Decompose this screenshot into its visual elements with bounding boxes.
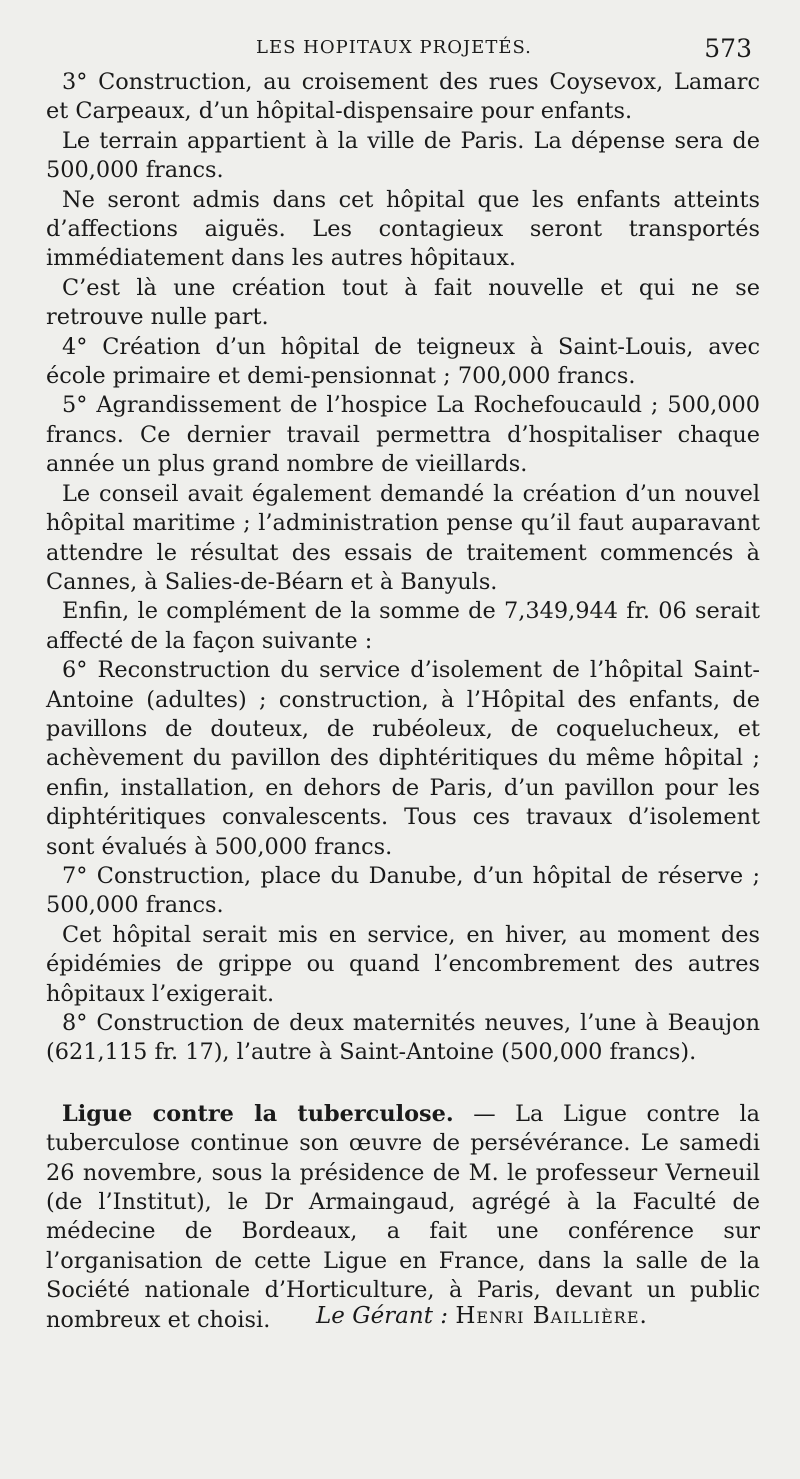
running-title: LES HOPITAUX PROJETÉS.: [256, 37, 532, 58]
paragraph-ligue-tuberculose: [46, 1100, 760, 1335]
paragraph-complement: Enfin, le complément de la somme de 7,349,944 fr. 06 serait affecté de la façon suivante :: [46, 598, 760, 654]
paragraph-terrain: Le terrain appartient à la ville de Paris. La dépense sera de 500,000 francs.: [46, 127, 760, 184]
page-header: [0, 34, 800, 64]
section-gap: [46, 1068, 760, 1100]
page-number: 573: [704, 34, 752, 63]
paragraph-4-teigneux: 4° Création d’un hôpital de teigneux à Saint-Louis, avec école primaire et demi-pensionnat ; 700,000 francs.: [46, 333, 760, 390]
signature-name: Henri Baillière.: [455, 1303, 648, 1329]
page-body: [46, 68, 760, 1335]
signature: [316, 1303, 648, 1329]
paragraph-nouvelle-creation: C’est là une création tout à fait nouvelle et qui ne se retrouve nulle part.: [46, 274, 760, 331]
signature-role: Le Gérant :: [316, 1303, 449, 1329]
paragraph-7-danube: 7° Construction, place du Danube, d’un hôpital de réserve ; 500,000 francs.: [46, 862, 760, 919]
paragraph-3-construction: 3° Construction, au croisement des rues Coysevox, Lamarc et Carpeaux, d’un hôpital-dispensaire pour enfants.: [46, 69, 760, 125]
paragraph-reserve: Cet hôpital serait mis en service, en hiver, au moment des épidémies de grippe ou quand l’encombrement des autres hôpitaux l’exigerait.: [46, 921, 760, 1007]
paragraph-8-maternites: 8° Construction de deux maternités neuves, l’une à Beaujon (621,115 fr. 17), l’autre à Saint-Antoine (500,000 francs).: [46, 1010, 760, 1066]
section-heading: Ligue contre la tuberculose.: [62, 1100, 454, 1127]
section-text: — La Ligue contre la tuberculose continue son œuvre de persévérance. Le samedi 26 novembre, sous la présidence de M. le professeur Verneuil (de l’Institut), le Dr Armaingaud, agrégé à la Faculté de médecine de Bordeaux, a fait une conférence sur l’organisation de cette Ligue en France, dans la salle de la Société nationale d’Horticulture, à Paris, devant un public nombreux et choisi.: [46, 1100, 760, 1333]
paragraph-hopital-maritime: Le conseil avait également demandé la création d’un nouvel hôpital maritime ; l’administration pense qu’il faut auparavant attendre le résultat des essais de traitement commencés à Cannes, à Salies-de-Béarn et à Banyuls.: [46, 480, 760, 595]
paragraph-6-isolement: 6° Reconstruction du service d’isolement de l’hôpital Saint-Antoine (adultes) ; construction, à l’Hôpital des enfants, de pavillons de douteux, de rubéoleux, de coquelucheux, et achèvement du pavillon des diphtéritiques du même hôpital ; enfin, installation, en dehors de Paris, d’un pavillon pour les diphtéritiques convalescents. Tous ces travaux d’isolement sont évalués à 500,000 francs.: [46, 657, 760, 860]
paragraph-5-rochefoucauld: 5° Agrandissement de l’hospice La Rochefoucauld ; 500,000 francs. Ce dernier travail permettra d’hospitaliser chaque année un plus grand nombre de vieillards.: [46, 392, 760, 478]
paragraph-admission: Ne seront admis dans cet hôpital que les enfants atteints d’affections aiguës. Les contagieux seront transportés immédiatement dans les autres hôpitaux.: [46, 186, 760, 272]
